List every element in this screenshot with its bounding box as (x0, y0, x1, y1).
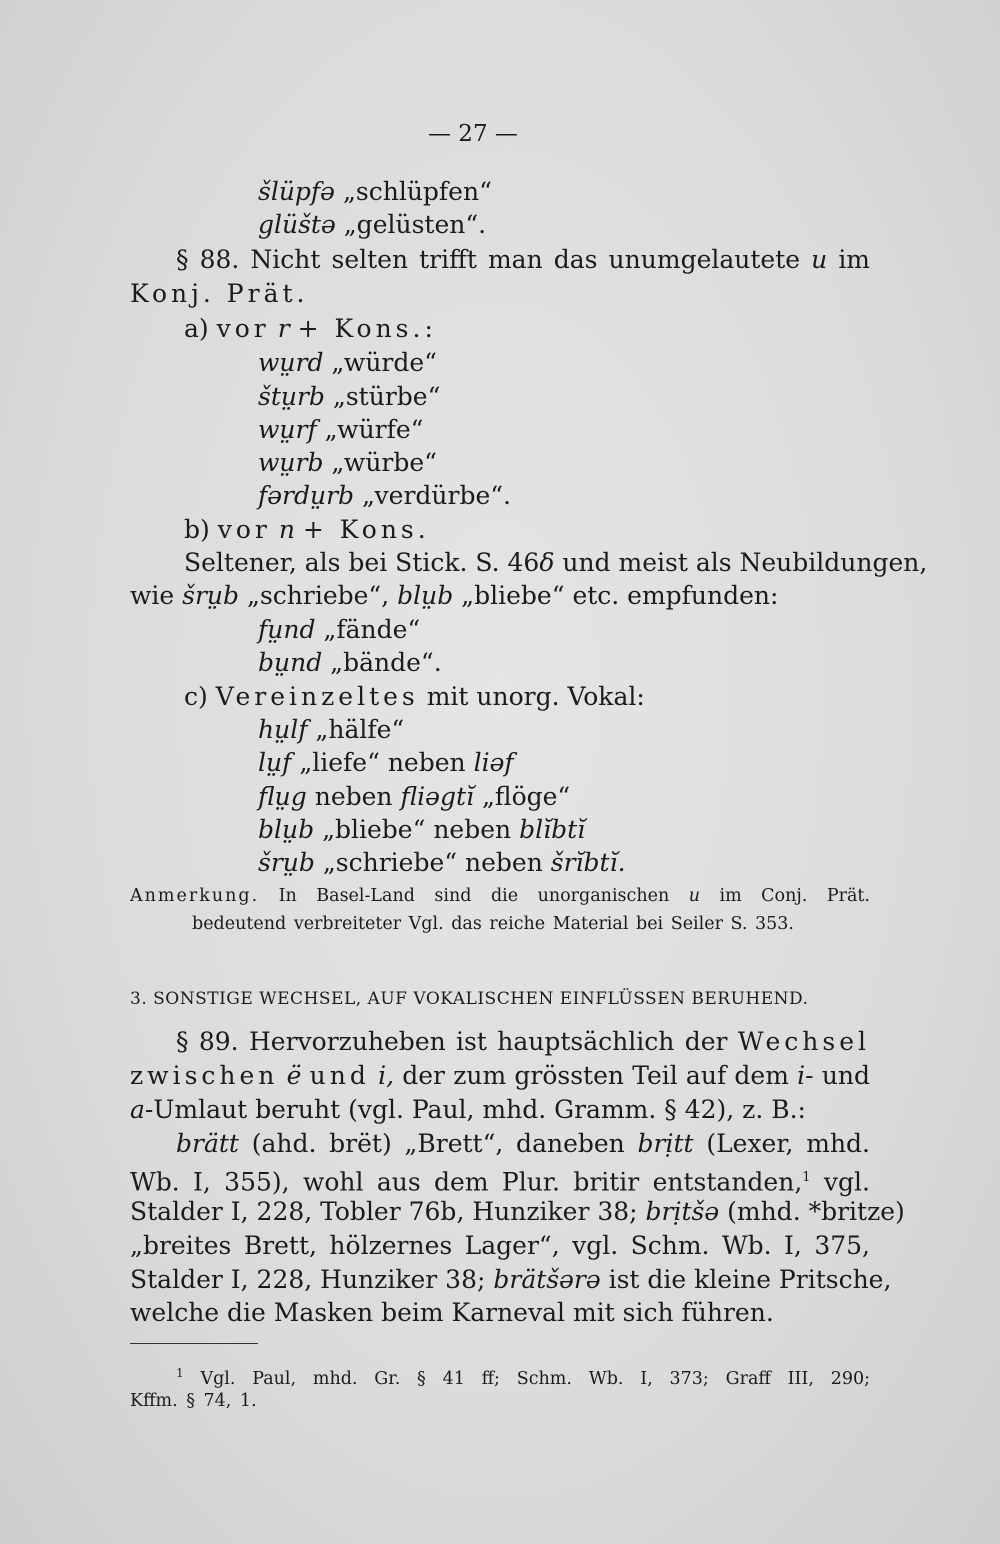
gloss: „würde“ (331, 348, 437, 377)
emphasis: Wechsel (737, 1027, 870, 1056)
emphasis: und (309, 1061, 370, 1090)
text: „schriebe“, (247, 581, 390, 610)
section-heading: 3. SONSTIGE WECHSEL, AUF VOKALISCHEN EINFLÜSSEN BERUHEND. (130, 989, 809, 1009)
dialect-word: hṳlf (258, 715, 308, 744)
dialect-word: wṳrb (258, 448, 324, 477)
vowel: i- (797, 1061, 814, 1090)
gloss: „stürbe“ (332, 382, 441, 411)
subsection-a-heading (184, 313, 437, 345)
footnote-number: 1 (176, 1366, 184, 1380)
paragraph-89-line4 (176, 1128, 870, 1160)
dialect-word: wṳrf (258, 415, 317, 444)
gloss: „bände“. (330, 648, 442, 677)
dialect-word: fliəgtĭ (400, 782, 474, 811)
dialect-word: šrṳb (258, 848, 315, 877)
dialect-word: lṳf (258, 748, 292, 777)
paragraph-89-line6 (130, 1196, 905, 1228)
footnote-ref: 1 (802, 1170, 811, 1185)
text: + Kons.: (297, 314, 437, 343)
dialect-word: šlüpfə (258, 177, 335, 206)
note-line1 (130, 883, 870, 909)
dialect-word: wṳrd (258, 348, 324, 377)
paragraph-88-line1 (176, 244, 870, 276)
dialect-word: brịtt (637, 1129, 694, 1158)
text: (ahd. brët) „Brett“, daneben (251, 1129, 625, 1158)
example-line (258, 414, 423, 446)
example-line (258, 447, 437, 479)
label: a) (184, 314, 209, 343)
paragraph-b-line1 (184, 547, 928, 579)
text: Vereinzeltes (215, 682, 419, 711)
dialect-word: fərdṳrb (258, 481, 355, 510)
text: im (838, 245, 871, 274)
dialect-word: glüštə (258, 210, 336, 239)
gloss: „verdürbe“. (362, 481, 511, 510)
gloss: „fände“ (323, 615, 421, 644)
dialect-word: fṳnd (258, 615, 316, 644)
paragraph-88-line2: Konj. Prät. (130, 279, 309, 308)
dialect-word: štṳrb (258, 382, 325, 411)
consonant: n (278, 515, 295, 544)
gloss: „bliebe“ neben (322, 815, 512, 844)
footnote-rule (130, 1343, 258, 1344)
paragraph-89-line3 (130, 1094, 806, 1126)
text: Vgl. Paul, mhd. Gr. § 41 ff; Schm. Wb. I, 373; Graff III, 290; (200, 1368, 870, 1389)
gloss: „würbe“ (331, 448, 437, 477)
gloss: „gelüsten“. (343, 210, 487, 239)
text: Seltener, als bei Stick. S. 46 (184, 548, 540, 577)
paragraph-89-line1 (176, 1026, 870, 1058)
vowel: u (688, 886, 700, 906)
text: Stalder I, 228, Tobler 76b, Hunziker 38; (130, 1197, 638, 1226)
example-line (258, 347, 437, 379)
example-line (258, 781, 570, 813)
gloss: „schriebe“ neben (322, 848, 543, 877)
dialect-word: blĭbtĭ (519, 815, 586, 844)
note-line2: bedeutend verbreiteter Vgl. das reiche Material bei Seiler S. 353. (192, 914, 794, 934)
gloss: „hälfe“ (315, 715, 405, 744)
label: b) (184, 515, 210, 544)
text: (Lexer, mhd. (706, 1129, 871, 1158)
text: vor (217, 515, 271, 544)
dialect-word: flṳg (258, 782, 307, 811)
paragraph-89-line7: „breites Brett, hölzernes Lager“, vgl. Schm. Wb. I, 375, (130, 1231, 870, 1260)
text: Hervorzuheben ist hauptsächlich der (248, 1027, 728, 1056)
footnote-line1 (176, 1360, 870, 1392)
gloss: neben (314, 782, 393, 811)
example-line (258, 714, 404, 746)
paragraph-89-line9: welche die Masken beim Karneval mit sich führen. (130, 1298, 774, 1327)
dialect-word: šrĭbtĭ. (550, 848, 626, 877)
example-line (258, 480, 511, 512)
example-line (258, 814, 585, 846)
text: (mhd. *britze) (727, 1197, 905, 1226)
dialect-word: blṳb (397, 581, 454, 610)
text: In Basel-Land sind die unorganischen (278, 886, 670, 906)
vowel: a (130, 1095, 145, 1124)
dialect-word: brätšərə (493, 1265, 601, 1294)
text: vor (216, 314, 270, 343)
text: im Conj. Prät. (719, 886, 870, 906)
example-line (258, 176, 492, 208)
paragraph-89-line8 (130, 1264, 892, 1296)
dialect-word: brätt (176, 1129, 239, 1158)
dialect-word: bṳnd (258, 648, 323, 677)
text: -Umlaut beruht (vgl. Paul, mhd. Gramm. § 42), z. B.: (144, 1095, 806, 1124)
paragraph-89-line5 (130, 1162, 870, 1198)
example-line (258, 747, 514, 779)
text: ist die kleine Pritsche, (608, 1265, 892, 1294)
delta: δ (539, 548, 555, 577)
text: vgl. (823, 1167, 870, 1197)
section-number: § 88. (176, 245, 240, 274)
example-line (258, 614, 420, 646)
text: Nicht selten trifft man das unumgelautete (250, 245, 801, 274)
text: „bliebe“ etc. empfunden: (461, 581, 779, 610)
gloss: „liefe“ neben (299, 748, 466, 777)
note-label: Anmerkung. (130, 886, 260, 906)
section-number: § 89. (176, 1027, 239, 1056)
page-number: — 27 — (428, 121, 518, 147)
dialect-word: brịtšə (645, 1197, 720, 1226)
dialect-word: šrṳb (182, 581, 240, 610)
example-line (258, 647, 442, 679)
gloss: „schlüpfen“ (342, 177, 492, 206)
text: und meist als Neubildungen, (562, 548, 928, 577)
consonant: r (277, 314, 290, 343)
subsection-b-heading (184, 514, 430, 546)
emphasis: zwischen (130, 1061, 279, 1090)
label: c) (184, 682, 208, 711)
text: und (821, 1061, 871, 1090)
text: mit unorg. Vokal: (426, 682, 645, 711)
vowel: i, (378, 1061, 395, 1090)
text: + Kons. (302, 515, 430, 544)
text: der zum grössten Teil auf dem (402, 1061, 789, 1090)
dialect-word: blṳb (258, 815, 315, 844)
text: Wb. I, 355), wohl aus dem Plur. britir entstanden, (130, 1167, 803, 1197)
vowel: u (811, 245, 828, 274)
text: Stalder I, 228, Hunziker 38; (130, 1265, 486, 1294)
text: wie (130, 581, 175, 610)
subsection-c-heading (184, 681, 645, 713)
gloss: „würfe“ (324, 415, 424, 444)
vowel: ë (286, 1061, 302, 1090)
paragraph-89-line2 (130, 1060, 870, 1092)
footnote-line2: Kffm. § 74, 1. (130, 1391, 257, 1411)
example-line (258, 847, 626, 879)
dialect-word: liəf (473, 748, 514, 777)
paragraph-b-line2 (130, 580, 778, 612)
example-line (258, 209, 486, 241)
example-line (258, 381, 440, 413)
gloss: „flöge“ (481, 782, 571, 811)
